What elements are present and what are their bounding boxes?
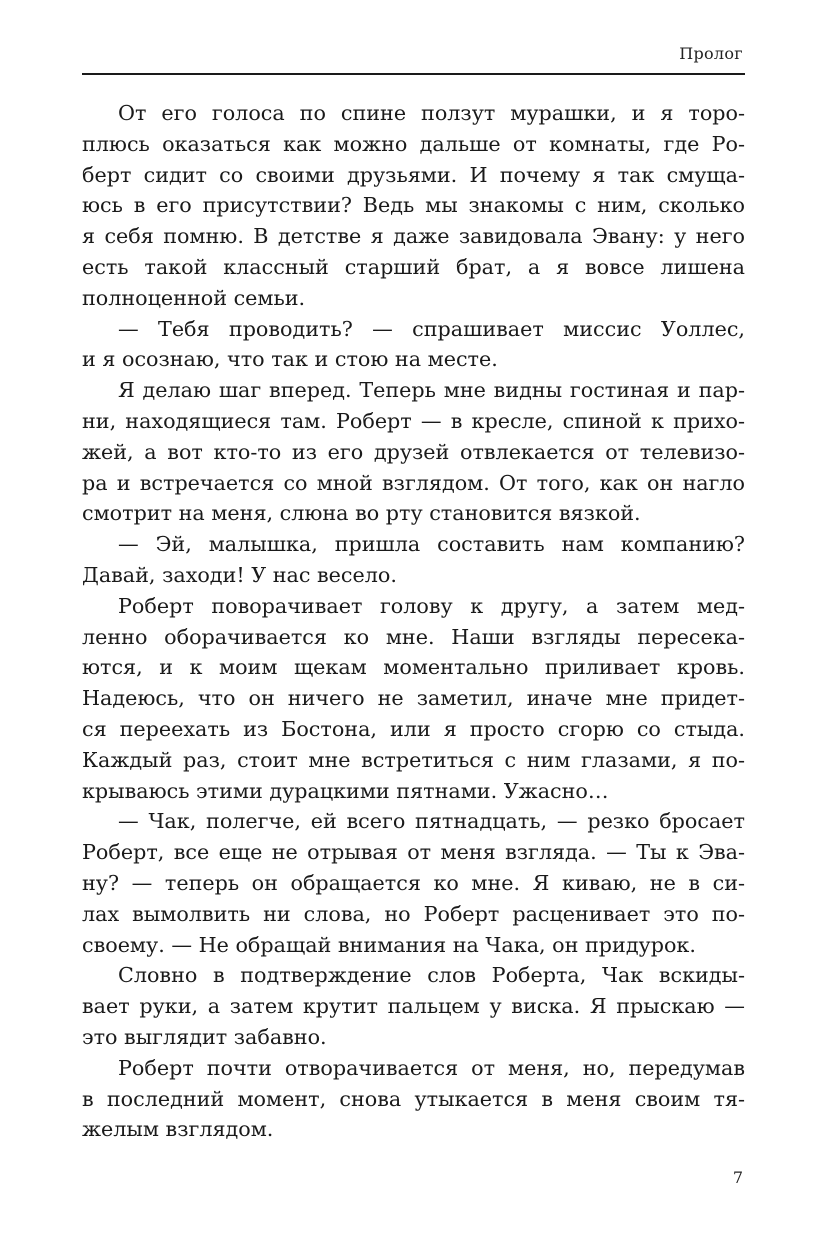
text-line: берт сидит со своими друзьями. И почему я так смуща- (82, 162, 745, 187)
text-line: своему. — Не обращай внимания на Чака, он придурок. (82, 932, 696, 957)
page-number: 7 (732, 1168, 743, 1187)
text-line: ра и встречается со мной взглядом. От того, как он нагло (82, 470, 745, 495)
text-line: ются, и к моим щекам моментально приливает кровь. (82, 655, 745, 680)
text-line: Я делаю шаг вперед. Теперь мне видны гостиная и пар- (118, 378, 745, 403)
text-line: Каждый раз, стоит мне встретиться с ним глазами, я по- (82, 747, 745, 772)
text-line: Надеюсь, что он ничего не заметил, иначе мне придет- (82, 686, 745, 711)
body-text (82, 98, 745, 1145)
text-line: я себя помню. В детстве я даже завидовала Эвану: у него (82, 224, 745, 249)
text-line: — Чак, полегче, ей всего пятнадцать, — резко бросает (118, 809, 745, 834)
text-line: это выглядит забавно. (82, 1024, 327, 1049)
text-line: юсь в его присутствии? Ведь мы знакомы с ним, сколько (82, 193, 745, 218)
text-line: есть такой классный старший брат, а я вовсе лишена (82, 254, 745, 279)
text-line: лах вымолвить ни слова, но Роберт расценивает это по- (82, 901, 745, 926)
text-line: Роберт поворачивает голову к другу, а затем мед- (118, 593, 745, 618)
text-line: смотрит на меня, слюна во рту становится вязкой. (82, 501, 641, 526)
text-line: ленно оборачивается ко мне. Наши взгляды пересека- (82, 624, 745, 649)
text-line: и я осознаю, что так и стою на месте. (82, 347, 498, 372)
header-rule (82, 73, 745, 75)
text-line: От его голоса по спине ползут мурашки, и я торо- (118, 101, 745, 125)
text-line: в последний момент, снова утыкается в меня своим тя- (82, 1086, 745, 1111)
text-line: Словно в подтверждение слов Роберта, Чак вскиды- (118, 963, 745, 988)
text-line: жей, а вот кто-то из его друзей отвлекается от телевизо- (82, 439, 745, 464)
running-head-title: Пролог (679, 44, 743, 63)
text-line: Давай, заходи! У нас весело. (82, 562, 397, 587)
text-line: Роберт почти отворачивается от меня, но, передумав (118, 1055, 745, 1080)
text-line: — Тебя проводить? — спрашивает миссис Уоллес, (118, 316, 745, 341)
text-line: ни, находящиеся там. Роберт — в кресле, спиной к прихо- (82, 408, 745, 433)
text-line: — Эй, малышка, пришла составить нам компанию? (118, 532, 745, 557)
text-line: полноценной семьи. (82, 285, 306, 310)
text-line: крываюсь этими дурацкими пятнами. Ужасно… (82, 778, 609, 803)
text-line: плюсь оказаться как можно дальше от комнаты, где Ро- (82, 131, 745, 156)
text-line: Роберт, все еще не отрывая от меня взгляда. — Ты к Эва- (82, 840, 745, 865)
text-line: желым взглядом. (82, 1117, 274, 1142)
text-line: вает руки, а затем крутит пальцем у виска. Я прыскаю — (82, 994, 745, 1019)
text-line: ся переехать из Бостона, или я просто сгорю со стыда. (82, 716, 745, 741)
text-line: ну? — теперь он обращается ко мне. Я киваю, не в си- (82, 870, 745, 895)
